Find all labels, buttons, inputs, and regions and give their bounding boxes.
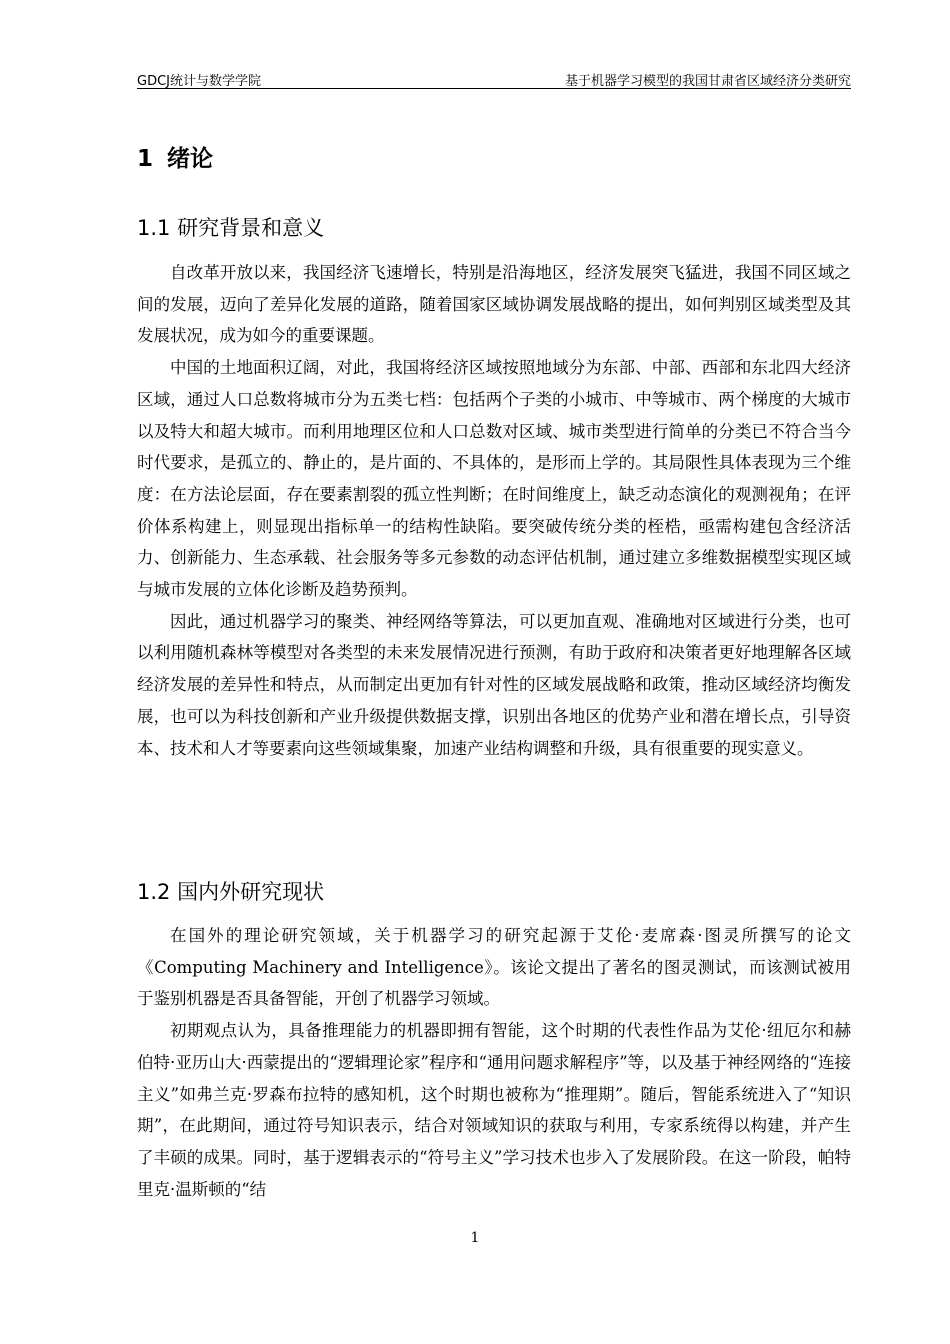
paragraph: 中国的土地面积辽阔，对此，我国将经济区域按照地域分为东部、中部、西部和东北四大经济区域，通过人口总数将城市分为五类七档：包括两个子类的小城市、中等城市、两个梯度的大城市以及特大和超大城市。而利用地理区位和人口总数对区域、城市类型进行简单的分类已不符合当今时代要求，是孤立的、静止的，是片面的、不具体的，是形而上学的。其局限性具体表现为三个维度：在方法论层面，存在要素割裂的孤立性判断；在时间维度上，缺乏动态演化的观测视角；在评价体系构建上，则显现出指标单一的结构性缺陷。要突破传统分类的桎梏，亟需构建包含经济活力、创新能力、生态承载、社会服务等多元参数的动态评估机制，通过建立多维数据模型实现区域与城市发展的立体化诊断及趋势预判。: [137, 358, 851, 600]
header-rule: [137, 88, 851, 89]
section-body-1-1: [137, 257, 851, 764]
header-paper-title: 基于机器学习模型的我国甘肃省区域经济分类研究: [564, 74, 851, 89]
header-institution: GDCJ统计与数学学院: [137, 74, 261, 89]
paragraph: 初期观点认为，具备推理能力的机器即拥有智能，这个时期的代表性作品为艾伦·纽厄尔和赫伯特·亚历山大·西蒙提出的“逻辑理论家”程序和“通用问题求解程序”等，以及基于神经网络的“连接主义”如弗兰克·罗森布拉特的感知机，这个时期也被称为“推理期”。随后，智能系统进入了“知识期”，在此期间，通过符号知识表示，结合对领域知识的获取与利用，专家系统得以构建，并产生了丰硕的成果。同时，基于逻辑表示的“符号主义”学习技术也步入了发展阶段。在这一阶段，帕特里克·温斯顿的“结: [137, 1021, 851, 1199]
paragraph: 因此，通过机器学习的聚类、神经网络等算法，可以更加直观、准确地对区域进行分类，也可以利用随机森林等模型对各类型的未来发展情况进行预测，有助于政府和决策者更好地理解各区域经济发展的差异性和特点，从而制定出更加有针对性的区域发展战略和政策，推动区域经济均衡发展，也可以为科技创新和产业升级提供数据支撑，识别出各地区的优势产业和潜在增长点，引导资本、技术和人才等要素向这些领域集聚，加速产业结构调整和升级，具有很重要的现实意义。: [137, 611, 851, 758]
section-heading-1-2: 1.2 国内外研究现状: [137, 880, 325, 904]
chapter-title: 绪论: [167, 146, 214, 172]
section-body-1-2: [137, 920, 851, 1205]
running-header: [137, 68, 851, 88]
chapter-number: 1: [137, 146, 154, 172]
section-heading-1-1: 1.1 研究背景和意义: [137, 216, 325, 240]
paragraph: 自改革开放以来，我国经济飞速增长，特别是沿海地区，经济发展突飞猛进，我国不同区域之间的发展，迈向了差异化发展的道路，随着国家区域协调发展战略的提出，如何判别区域类型及其发展状况，成为如今的重要课题。: [137, 263, 851, 346]
page-number: 1: [470, 1230, 480, 1246]
chapter-heading: [137, 140, 213, 173]
paragraph: 在国外的理论研究领域，关于机器学习的研究起源于艾伦·麦席森·图灵所撰写的论文《Computing Machinery and Intelligence》。该论文提出了著名的图灵测试，而该测试被用于鉴别机器是否具备智能，开创了机器学习领域。: [137, 926, 851, 1009]
